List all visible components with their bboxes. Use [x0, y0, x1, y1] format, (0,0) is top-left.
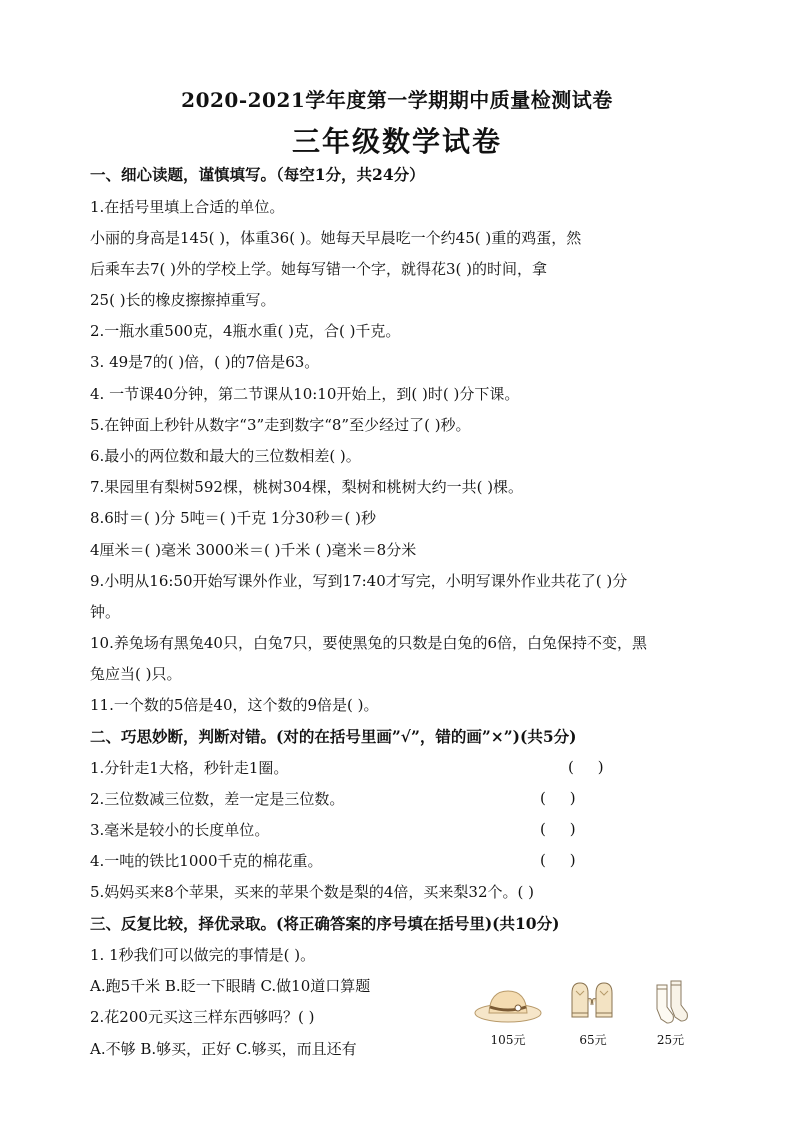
hat-icon: [473, 985, 543, 1025]
section1-line: 后乘车去7( )外的学校上学。她每写错一个字，就得花3( )的时间，拿: [90, 260, 548, 278]
section1-line: 7.果园里有梨树592棵，桃树304棵，梨树和桃树大约一共( )棵。: [90, 478, 524, 496]
section1-line: 兔应当( )只。: [90, 665, 182, 683]
answer-parentheses: ( ): [540, 851, 576, 869]
exam-title: 2020-2021学年度第一学期期中质量检测试卷: [181, 88, 613, 112]
question-line: 2.花200元买这三样东西够吗？( ): [90, 1008, 315, 1026]
judgement-item: 4.一吨的铁比1000千克的棉花重。: [90, 852, 323, 870]
section1-line: 10.养兔场有黑兔40只，白兔7只，要使黑兔的只数是白兔的6倍，白兔保持不变，黑: [90, 634, 648, 652]
section1-line: 2.一瓶水重500克，4瓶水重( )克，合( )千克。: [90, 322, 401, 340]
section1-line: 8.6时＝( )分 5吨＝( )千克 1分30秒＝( )秒: [90, 509, 376, 527]
judgement-item: 2.三位数减三位数，差一定是三位数。: [90, 790, 345, 808]
product-price: 25元: [656, 1033, 685, 1047]
answer-parentheses: ( ): [540, 820, 576, 838]
product-price: 65元: [579, 1033, 607, 1047]
section3-heading: 三、反复比较，择优录取。(将正确答案的序号填在括号里)(共10分): [90, 914, 560, 933]
question-line: 1. 1秒我们可以做完的事情是( )。: [90, 946, 316, 964]
mittens-icon: [568, 979, 618, 1025]
section1-heading: 一、细心读题，谨慎填写。（每空1分，共24分）: [90, 165, 425, 184]
judgement-item: 3.毫米是较小的长度单位。: [90, 821, 270, 839]
section1-line: 6.最小的两位数和最大的三位数相差( )。: [90, 447, 361, 465]
socks-icon: [651, 977, 691, 1025]
judgement-item: 5.妈妈买来8个苹果，买来的苹果个数是梨的4倍，买来梨32个。( ): [90, 883, 534, 901]
section1-line: 4厘米＝( )毫米 3000米＝( )千米 ( )毫米＝8分米: [90, 541, 417, 559]
section1-line: 25( )长的橡皮擦擦掉重写。: [90, 291, 276, 309]
section1-line: 4. 一节课40分钟，第二节课从10:10开始上，到( )时( )分下课。: [90, 385, 520, 403]
section1-line: 3. 49是7的( )倍，( )的7倍是63。: [90, 353, 320, 371]
judgement-item: 1.分针走1大格，秒针走1圈。: [90, 759, 289, 777]
section1-line: 11.一个数的5倍是40，这个数的9倍是( )。: [90, 696, 379, 714]
exam-subtitle: 三年级数学试卷: [291, 125, 502, 158]
section1-line: 1.在括号里填上合适的单位。: [90, 198, 285, 216]
product-hat: [468, 985, 548, 1048]
product-socks: [643, 977, 698, 1048]
section1-line: 小丽的身高是145( )，体重36( )。她每天早晨吃一个约45( )重的鸡蛋，然: [90, 229, 582, 247]
question-options: A.不够 B.够买，正好 C.够买，而且还有: [90, 1040, 357, 1058]
section1-line: 9.小明从16:50开始写课外作业，写到17:40才写完，小明写课外作业共花了( )分: [90, 572, 628, 590]
question-options: A.跑5千米 B.眨一下眼睛 C.做10道口算题: [90, 977, 371, 995]
section2-heading: 二、巧思妙断，判断对错。(对的在括号里画”√”，错的画”×”)(共5分): [90, 727, 577, 746]
section1-line: 钟。: [90, 603, 121, 621]
section1-line: 5.在钟面上秒针从数字“3”走到数字“8”至少经过了( )秒。: [90, 416, 471, 434]
answer-parentheses: ( ): [568, 758, 604, 776]
product-mittens: [563, 979, 623, 1048]
answer-parentheses: ( ): [540, 789, 576, 807]
product-price: 105元: [490, 1033, 526, 1047]
product-pictures: [468, 985, 708, 1065]
